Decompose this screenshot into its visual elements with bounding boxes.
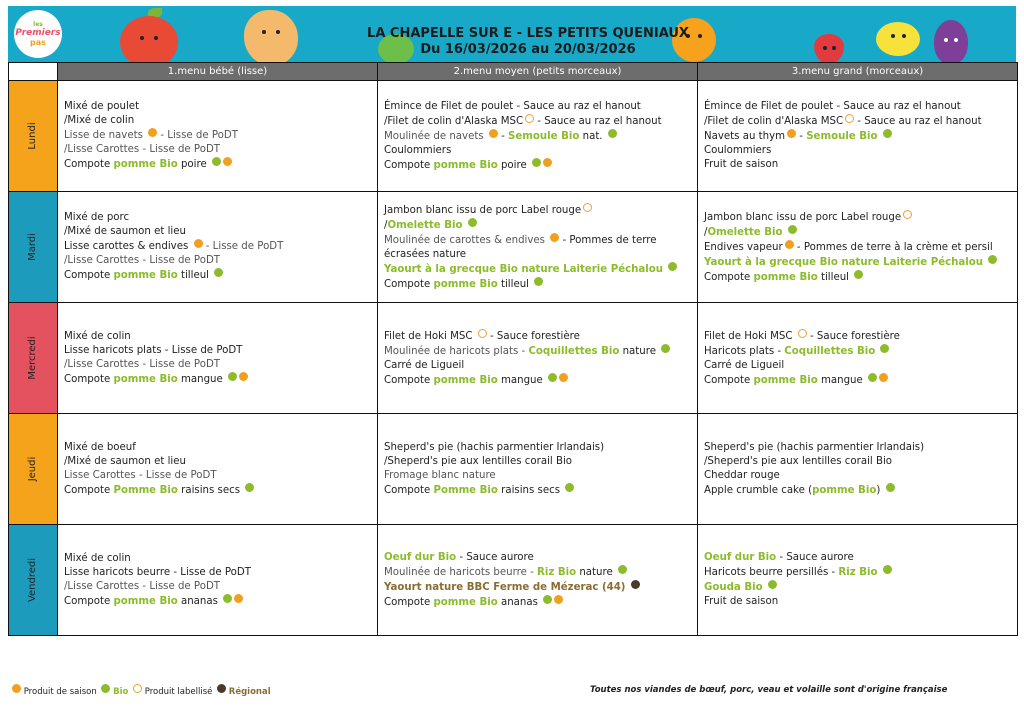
bio-icon bbox=[534, 277, 543, 286]
bio-icon bbox=[468, 218, 477, 227]
menu-line bbox=[704, 240, 1011, 255]
corner-cell bbox=[9, 63, 58, 81]
menu-line bbox=[704, 551, 1011, 565]
menu-line bbox=[384, 248, 691, 262]
menu-text: Pomme Bio bbox=[113, 484, 178, 496]
menu-text bbox=[625, 582, 628, 593]
menu-line bbox=[384, 595, 691, 610]
menu-text: ) bbox=[876, 484, 884, 496]
menu-body bbox=[9, 81, 1018, 636]
menu-line bbox=[64, 114, 371, 128]
menu-text: - Sauce au raz el hanout bbox=[534, 115, 662, 127]
bio-icon bbox=[668, 262, 677, 271]
menu-text: raisins secs bbox=[177, 484, 244, 496]
menu-line bbox=[384, 203, 691, 218]
season-icon bbox=[550, 233, 559, 242]
menu-cell-grand bbox=[698, 414, 1018, 525]
menu-line bbox=[704, 344, 1011, 359]
menu-text: /Sheperd's pie aux lentilles corail Bio bbox=[704, 455, 893, 467]
regional-icon bbox=[631, 580, 640, 589]
menu-text: Mixé de colin bbox=[64, 552, 131, 564]
menu-text: - Sauce au raz el hanout bbox=[854, 116, 982, 127]
menu-line bbox=[64, 143, 371, 157]
legend-bio: Bio bbox=[113, 687, 129, 697]
menu-line bbox=[384, 158, 691, 173]
menu-text: Compote bbox=[704, 271, 754, 283]
menu-text: Moulinée de haricots plats - bbox=[384, 345, 529, 357]
menu-text: Coulommiers bbox=[384, 144, 452, 156]
menu-line bbox=[64, 566, 371, 580]
menu-line bbox=[64, 211, 371, 225]
menu-line bbox=[384, 551, 691, 565]
logo-line-2: Premiers bbox=[15, 28, 61, 38]
menu-line bbox=[384, 344, 691, 359]
menu-line bbox=[64, 552, 371, 566]
menu-line bbox=[64, 483, 371, 498]
regional-icon bbox=[217, 684, 226, 693]
day-row-jeudi bbox=[9, 414, 1018, 525]
menu-line bbox=[384, 100, 691, 114]
page-title: LA CHAPELLE SUR E - LES PETITS QUENIAUX bbox=[367, 26, 689, 41]
menu-cell-moyen bbox=[378, 303, 698, 414]
menu-text: écrasées nature bbox=[384, 248, 467, 260]
label-icon bbox=[903, 210, 912, 219]
menu-text: /Filet de colin d'Alaska MSC bbox=[704, 116, 844, 127]
menu-line bbox=[384, 373, 691, 388]
menu-line bbox=[384, 580, 691, 595]
menu-text: Compote bbox=[384, 159, 434, 171]
menu-text: /Lisse Carottes - Lisse de PoDT bbox=[64, 255, 221, 266]
menu-text: /Lisse Carottes - Lisse de PoDT bbox=[64, 144, 221, 155]
bio-icon bbox=[988, 255, 997, 264]
menu-text: Émince de Filet de poulet - Sauce au raz el hanout bbox=[384, 100, 641, 112]
menu-text: ananas bbox=[177, 595, 222, 607]
menu-text bbox=[878, 567, 881, 578]
menu-text: Émince de Filet de poulet - Sauce au raz el hanout bbox=[704, 101, 961, 112]
menu-text: pomme Bio bbox=[812, 484, 877, 496]
potato-illustration bbox=[244, 10, 298, 62]
menu-line bbox=[704, 565, 1011, 580]
menu-line bbox=[704, 158, 1011, 172]
menu-text: /Lisse Carottes - Lisse de PoDT bbox=[64, 358, 221, 370]
menu-text: Moulinée de carottes & endives bbox=[384, 234, 549, 246]
menu-text: pomme Bio bbox=[113, 270, 178, 281]
menu-line bbox=[704, 595, 1011, 609]
column-header-bebe: 1.menu bébé (lisse) bbox=[58, 63, 378, 81]
menu-line bbox=[64, 594, 371, 609]
menu-text bbox=[983, 257, 986, 268]
menu-text bbox=[878, 131, 881, 142]
bio-icon bbox=[565, 483, 574, 492]
logo bbox=[14, 10, 62, 58]
bio-icon bbox=[228, 372, 237, 381]
day-row-mardi bbox=[9, 192, 1018, 303]
lemon-illustration bbox=[876, 22, 920, 56]
day-cell bbox=[9, 81, 58, 192]
menu-text bbox=[663, 264, 666, 275]
season-icon bbox=[879, 373, 888, 382]
menu-text: nat. bbox=[579, 130, 606, 142]
menu-text: Apple crumble cake ( bbox=[704, 484, 813, 496]
label-icon bbox=[133, 684, 142, 693]
menu-text: Compote bbox=[384, 596, 434, 608]
origin-footnote: Toutes nos viandes de bœuf, porc, veau et volaille sont d'origine française bbox=[590, 685, 948, 695]
menu-text: Oeuf dur Bio bbox=[384, 551, 457, 563]
bio-icon bbox=[532, 158, 541, 167]
menu-text: /Mixé de colin bbox=[64, 115, 135, 126]
menu-text: pomme Bio bbox=[433, 278, 498, 290]
day-label: Lundi bbox=[27, 122, 38, 150]
menu-text: pomme Bio bbox=[753, 374, 818, 386]
menu-text: Yaourt à la grecque Bio nature Laiterie Péchalou bbox=[704, 256, 984, 268]
menu-cell-bebe bbox=[58, 81, 378, 192]
menu-text: Lisse haricots plats - Lisse de PoDT bbox=[64, 344, 243, 356]
menu-line bbox=[64, 344, 371, 358]
menu-text: Oeuf dur Bio bbox=[704, 552, 777, 563]
menu-line bbox=[384, 233, 691, 248]
menu-cell-bebe bbox=[58, 303, 378, 414]
legend-label: Produit labellisé bbox=[144, 687, 213, 697]
menu-text: / bbox=[384, 219, 388, 231]
menu-line bbox=[384, 455, 691, 469]
apple-illustration bbox=[120, 16, 178, 62]
bio-icon bbox=[854, 270, 863, 279]
column-header-grand: 3.menu grand (morceaux) bbox=[698, 63, 1018, 81]
logo-line-3: pas bbox=[30, 38, 46, 47]
menu-text: raisins secs bbox=[497, 484, 564, 496]
menu-text: Lisse de navets bbox=[64, 130, 147, 141]
menu-line bbox=[384, 277, 691, 292]
menu-line bbox=[704, 359, 1011, 373]
day-label: Mercredi bbox=[27, 336, 38, 380]
menu-text: Moulinée de navets bbox=[384, 130, 487, 142]
menu-text: Semoule Bio bbox=[508, 130, 580, 142]
column-header-row bbox=[9, 63, 1018, 81]
menu-text: nature bbox=[576, 566, 616, 578]
day-cell bbox=[9, 303, 58, 414]
menu-text: Sheperd's pie (hachis parmentier Irlandais) bbox=[384, 441, 605, 453]
menu-text: Lisse carottes & endives bbox=[64, 241, 192, 252]
menu-line bbox=[384, 469, 691, 483]
title-block bbox=[308, 26, 748, 58]
menu-cell-grand bbox=[698, 303, 1018, 414]
menu-line bbox=[704, 210, 1011, 225]
label-icon bbox=[845, 114, 854, 123]
menu-text: Mixé de poulet bbox=[64, 101, 140, 112]
menu-text: Fruit de saison bbox=[704, 159, 779, 170]
menu-line bbox=[704, 270, 1011, 285]
bio-icon bbox=[661, 344, 670, 353]
bio-icon bbox=[886, 483, 895, 492]
menu-text: Jambon blanc issu de porc Label rouge bbox=[704, 211, 902, 223]
season-icon bbox=[194, 239, 203, 248]
menu-text: Compote bbox=[64, 270, 114, 281]
bio-icon bbox=[608, 129, 617, 138]
menu-text: Riz Bio bbox=[537, 566, 577, 578]
menu-text bbox=[782, 227, 785, 238]
bio-icon bbox=[101, 684, 110, 693]
menu-text: Mixé de colin bbox=[64, 330, 131, 342]
legend-regional: Régional bbox=[228, 687, 271, 697]
menu-line bbox=[704, 129, 1011, 144]
bio-icon bbox=[548, 373, 557, 382]
menu-line bbox=[64, 358, 371, 372]
menu-line bbox=[64, 330, 371, 344]
menu-text: Fromage blanc nature bbox=[384, 469, 496, 481]
menu-text: / bbox=[704, 226, 708, 238]
menu-line bbox=[64, 128, 371, 143]
menu-text: - bbox=[796, 131, 807, 142]
menu-line bbox=[704, 225, 1011, 240]
menu-text: - Lisse de PoDT bbox=[157, 130, 238, 141]
menu-line bbox=[384, 565, 691, 580]
menu-cell-moyen bbox=[378, 192, 698, 303]
menu-line bbox=[64, 157, 371, 172]
menu-text: pomme Bio bbox=[433, 159, 498, 171]
bio-icon bbox=[868, 373, 877, 382]
menu-line bbox=[64, 268, 371, 283]
season-icon bbox=[223, 157, 232, 166]
menu-text: Filet de Hoki MSC bbox=[704, 330, 796, 342]
menu-text: tilleul bbox=[177, 270, 213, 281]
menu-text: Compote bbox=[384, 374, 434, 386]
menu-text: pomme Bio bbox=[113, 595, 178, 607]
menu-text: mangue bbox=[497, 374, 547, 386]
bio-icon bbox=[543, 595, 552, 604]
menu-cell-grand bbox=[698, 525, 1018, 636]
menu-text: poire bbox=[177, 159, 210, 170]
menu-text: ananas bbox=[497, 596, 542, 608]
season-icon bbox=[234, 594, 243, 603]
menu-text: Lisse haricots beurre - Lisse de PoDT bbox=[64, 566, 251, 578]
menu-text bbox=[763, 582, 766, 593]
season-icon bbox=[787, 129, 796, 138]
logo-line-1: les bbox=[33, 21, 43, 28]
label-icon bbox=[583, 203, 592, 212]
strawberry-illustration bbox=[814, 34, 844, 62]
menu-text: Coquillettes Bio bbox=[528, 345, 620, 357]
menu-line bbox=[64, 100, 371, 114]
menu-text: pomme Bio bbox=[433, 596, 498, 608]
menu-line bbox=[704, 329, 1011, 344]
menu-text: tilleul bbox=[497, 278, 533, 290]
menu-table bbox=[8, 62, 1018, 636]
menu-line bbox=[384, 262, 691, 277]
season-icon bbox=[489, 129, 498, 138]
menu-text: Lisse Carottes - Lisse de PoDT bbox=[64, 469, 217, 481]
menu-text: Omelette Bio bbox=[707, 226, 783, 238]
season-icon bbox=[543, 158, 552, 167]
menu-text: Mixé de porc bbox=[64, 212, 130, 223]
bio-icon bbox=[245, 483, 254, 492]
menu-line bbox=[704, 483, 1011, 498]
menu-text: Cheddar rouge bbox=[704, 469, 780, 481]
menu-text: pomme Bio bbox=[753, 271, 818, 283]
menu-line bbox=[64, 580, 371, 594]
menu-text: Pomme Bio bbox=[433, 484, 498, 496]
menu-line bbox=[704, 469, 1011, 483]
menu-text: Navets au thym bbox=[704, 131, 786, 142]
menu-line bbox=[704, 100, 1011, 114]
menu-text: Compote bbox=[64, 373, 114, 385]
menu-text: Fruit de saison bbox=[704, 596, 779, 607]
menu-text: Moulinée de haricots beurre - bbox=[384, 566, 538, 578]
menu-text: Compote bbox=[64, 595, 114, 607]
menu-cell-bebe bbox=[58, 192, 378, 303]
menu-line bbox=[384, 441, 691, 455]
menu-text: mangue bbox=[817, 374, 867, 386]
menu-text: Coquillettes Bio bbox=[784, 345, 876, 357]
column-header-moyen: 2.menu moyen (petits morceaux) bbox=[378, 63, 698, 81]
menu-line bbox=[64, 469, 371, 483]
menu-cell-bebe bbox=[58, 414, 378, 525]
menu-text: Filet de Hoki MSC bbox=[384, 330, 476, 342]
menu-text: Mixé de boeuf bbox=[64, 441, 136, 453]
menu-text: - Pommes de terre à la crème et persil bbox=[793, 241, 993, 253]
day-label: Mardi bbox=[27, 233, 38, 261]
menu-text: Coulommiers bbox=[704, 145, 772, 156]
bio-icon bbox=[212, 157, 221, 166]
menu-text: poire bbox=[497, 159, 530, 171]
menu-line bbox=[384, 483, 691, 498]
menu-text: Haricots beurre persillés - bbox=[704, 567, 839, 578]
day-row-vendredi bbox=[9, 525, 1018, 636]
header-banner bbox=[8, 6, 1016, 62]
menu-text: Semoule Bio bbox=[806, 131, 878, 142]
menu-text: - Lisse de PoDT bbox=[202, 241, 284, 252]
menu-text bbox=[462, 220, 465, 231]
menu-text: - Sauce forestière bbox=[806, 330, 900, 342]
menu-cell-moyen bbox=[378, 414, 698, 525]
menu-text: /Mixé de saumon et lieu bbox=[64, 226, 186, 237]
menu-text: /Mixé de saumon et lieu bbox=[64, 455, 186, 467]
bio-icon bbox=[788, 225, 797, 234]
season-icon bbox=[239, 372, 248, 381]
menu-line bbox=[64, 239, 371, 254]
menu-text bbox=[875, 346, 878, 357]
menu-line bbox=[704, 455, 1011, 469]
menu-text: - Sauce aurore bbox=[456, 551, 534, 563]
day-row-lundi bbox=[9, 81, 1018, 192]
bio-icon bbox=[223, 594, 232, 603]
menu-cell-bebe bbox=[58, 525, 378, 636]
menu-text: - bbox=[497, 130, 509, 142]
day-row-mercredi bbox=[9, 303, 1018, 414]
menu-text: Omelette Bio bbox=[387, 219, 463, 231]
menu-text: pomme Bio bbox=[433, 374, 498, 386]
menu-line bbox=[704, 144, 1011, 158]
menu-text: Compote bbox=[384, 278, 434, 290]
label-icon bbox=[525, 114, 534, 123]
menu-text: - Sauce forestière bbox=[486, 330, 580, 342]
menu-text: /Filet de colin d'Alaska MSC bbox=[384, 115, 524, 127]
menu-text: - Sauce aurore bbox=[776, 552, 854, 563]
season-icon bbox=[559, 373, 568, 382]
menu-text: tilleul bbox=[817, 271, 853, 283]
menu-line bbox=[384, 144, 691, 158]
menu-line bbox=[704, 255, 1011, 270]
day-label: Jeudi bbox=[27, 456, 38, 482]
menu-line bbox=[384, 329, 691, 344]
menu-text: pomme Bio bbox=[113, 159, 178, 170]
menu-line bbox=[384, 359, 691, 373]
menu-text: Gouda Bio bbox=[704, 582, 763, 593]
menu-text: Yaourt nature BBC Ferme de Mézerac (44) bbox=[384, 581, 626, 593]
menu-text: Compote bbox=[384, 484, 434, 496]
menu-line bbox=[64, 372, 371, 387]
bio-icon bbox=[883, 565, 892, 574]
bio-icon bbox=[214, 268, 223, 277]
menu-text: Jambon blanc issu de porc Label rouge bbox=[384, 204, 582, 216]
menu-text: Endives vapeur bbox=[704, 241, 783, 253]
season-icon bbox=[148, 128, 157, 137]
menu-text: Haricots plats - bbox=[704, 345, 785, 357]
menu-cell-grand bbox=[698, 192, 1018, 303]
menu-line bbox=[64, 455, 371, 469]
menu-text: Sheperd's pie (hachis parmentier Irlandais) bbox=[704, 441, 925, 453]
menu-line bbox=[704, 114, 1011, 129]
menu-text: Riz Bio bbox=[838, 567, 878, 578]
menu-text: Carré de Ligueil bbox=[384, 359, 465, 371]
season-icon bbox=[12, 684, 21, 693]
menu-line bbox=[64, 254, 371, 268]
menu-text: /Sheperd's pie aux lentilles corail Bio bbox=[384, 455, 573, 467]
date-range: Du 16/03/2026 au 20/03/2026 bbox=[420, 42, 636, 57]
menu-text: pomme Bio bbox=[113, 373, 178, 385]
label-icon bbox=[478, 329, 487, 338]
menu-text: Compote bbox=[64, 159, 114, 170]
day-cell bbox=[9, 192, 58, 303]
menu-line bbox=[704, 373, 1011, 388]
bio-icon bbox=[768, 580, 777, 589]
menu-text: /Lisse Carottes - Lisse de PoDT bbox=[64, 580, 221, 592]
legend-saison: Produit de saison bbox=[23, 687, 97, 697]
season-icon bbox=[554, 595, 563, 604]
menu-line bbox=[384, 114, 691, 129]
menu-text: - Pommes de terre bbox=[559, 234, 657, 246]
bio-icon bbox=[618, 565, 627, 574]
menu-line bbox=[704, 580, 1011, 595]
menu-line bbox=[64, 441, 371, 455]
legend bbox=[10, 684, 271, 697]
menu-text: mangue bbox=[177, 373, 227, 385]
menu-line bbox=[64, 225, 371, 239]
menu-cell-moyen bbox=[378, 525, 698, 636]
menu-line bbox=[384, 129, 691, 144]
label-icon bbox=[798, 329, 807, 338]
season-icon bbox=[785, 240, 794, 249]
menu-line bbox=[704, 441, 1011, 455]
eggplant-illustration bbox=[934, 20, 968, 62]
day-cell bbox=[9, 525, 58, 636]
menu-text: Yaourt à la grecque Bio nature Laiterie Péchalou bbox=[384, 263, 664, 275]
bio-icon bbox=[883, 129, 892, 138]
bio-icon bbox=[880, 344, 889, 353]
menu-text: Compote bbox=[704, 374, 754, 386]
menu-text: nature bbox=[619, 345, 660, 357]
menu-line bbox=[384, 218, 691, 233]
menu-text: Compote bbox=[64, 484, 114, 496]
day-cell bbox=[9, 414, 58, 525]
menu-cell-grand bbox=[698, 81, 1018, 192]
menu-cell-moyen bbox=[378, 81, 698, 192]
day-label: Vendredi bbox=[27, 557, 38, 603]
menu-text: Carré de Ligueil bbox=[704, 359, 785, 371]
